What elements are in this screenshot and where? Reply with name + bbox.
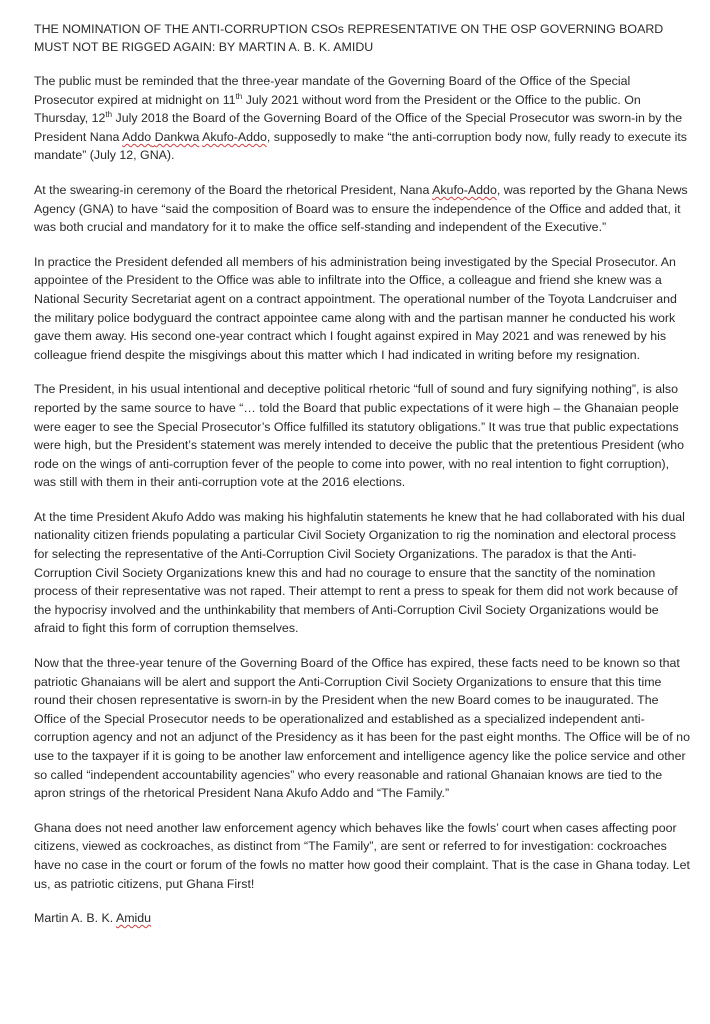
paragraph-1-text-b: July 2021 without word from the President or the Office to the public. On Thursday, 12	[34, 92, 641, 126]
spellcheck-word: Amidu	[115, 911, 152, 926]
spellcheck-word: Dankwa	[154, 129, 200, 144]
ordinal-superscript: th	[235, 91, 243, 101]
paragraph-7: Ghana does not need another law enforcement agency which behaves like the fowls’ court when cases affecting poor citizens, viewed as cockroaches, as distinct from “The Family”, are sent or referred to for investigation: cockroaches have no case in the court or forum of the fowls no matter how good their complaint. That is the case in Ghana today. Let us, as patriotic citizens, put Ghana First!	[34, 820, 690, 891]
spellcheck-word: Akufo-Addo	[202, 129, 267, 144]
spellcheck-word: Akufo-Addo	[432, 182, 497, 197]
paragraph-1-text-a: The public must be reminded that the three-year mandate of the Governing Board of the Office of the Special Prosecutor expired at midnight on 11	[34, 74, 631, 107]
document-title	[34, 20, 690, 56]
paragraph-4: The President, in his usual intentional and deceptive political rhetoric “full of sound and fury signifying nothing”, is also reported by the same source to have “… told the Board that public expectations of it were high – the Ghanaian people were eager to see the Special Prosecutor’s Office fulfilled its statutory obligations.” It was true that public expectations were high, but the President’s statement was merely intended to deceive the public that the pretentious President (who rode on the wings of anti-corruption fever of the people to come into power, with no real intention to fight corruption), was still with them in their anti-corruption vote at the 2016 elections.	[34, 382, 684, 490]
title-line-2: MUST NOT BE RIGGED AGAIN: BY MARTIN A. B. K. AMIDU	[34, 40, 374, 54]
paragraph-2-text-a: At the swearing-in ceremony of the Board the rhetorical President, Nana	[34, 182, 433, 197]
paragraph-6: Now that the three-year tenure of the Governing Board of the Office has expired, these facts need to be known so that patriotic Ghanaians will be alert and support the Anti-Corruption Civil Society Organizations to ensure that this time round their chosen representative is sworn-in by the President when the new Board comes to be inaugurated. The Office of the Special Prosecutor needs to be operationalized and established as a specialized independent anti-corruption agency and not an adjunct of the Presidency as it has been for the past eight months. The Office will be of no use to the taxpayer if it is going to be another law enforcement and intelligence agency like the police service and other so called “independent accountability agencies” who every reasonable and rational Ghanaian knows are tied to the apron strings of the rhetorical President Nana Akufo Addo and “The Family.”	[34, 656, 690, 801]
paragraph-2-text-b: , was reported by the Ghana News Agency (GNA) to have “said the composition of Board was to ensure the independence of the Office and added that, it was both crucial and mandatory for it to make the office self-standing and independent of the Executive.”	[34, 182, 688, 235]
paragraph-1-text-d: , supposedly to make “the anti-corruption body now, fully ready to execute its mandate” (July 12, GNA).	[34, 129, 687, 163]
signature-text: Martin A. B. K.	[34, 911, 116, 926]
paragraph-1	[34, 72, 690, 165]
paragraph-5: At the time President Akufo Addo was making his highfalutin statements he knew that he had collaborated with his dual nationality citizen friends populating a particular Civil Society Organization to rig the nomination and electoral process for selecting the representative of the Anti-Corruption Civil Society Organizations. The paradox is that the Anti-Corruption Civil Society Organizations knew this and had no courage to ensure that the sanctity of the nomination process of their representative was not raped. Their attempt to rent a press to speak for them did not work because of the hypocrisy involved and the unthinkability that members of Anti-Corruption Civil Society Organizations would be afraid to fight this form of corruption themselves.	[34, 509, 685, 636]
signature-line	[34, 909, 690, 927]
spellcheck-word: Addo	[122, 129, 152, 144]
paragraph-2	[34, 181, 690, 237]
paragraph-1-text-c: July 2018 the Board of the Governing Board of the Office of the Special Prosecutor was sworn-in by the President Nana	[34, 111, 683, 144]
paragraph-3: In practice the President defended all members of his administration being investigated by the Special Prosecutor. An appointee of the President to the Office was able to infiltrate into the Office, a colleague and friend she knew was a National Security Secretariat agent on a contract appointment. The operational number of the Toyota Landcruiser and the military police bodyguard the contract appointee came along with and the partisan manner he conducted his work gave them away. His second one-year contract which I fought against expired in May 2021 and was renewed by his colleague friend despite the misgivings about this matter which I had indicated in writing before my resignation.	[34, 254, 677, 362]
ordinal-superscript: th	[105, 110, 113, 120]
title-line-1: THE NOMINATION OF THE ANTI-CORRUPTION CSOs REPRESENTATIVE ON THE OSP GOVERNING BOARD	[34, 22, 664, 36]
